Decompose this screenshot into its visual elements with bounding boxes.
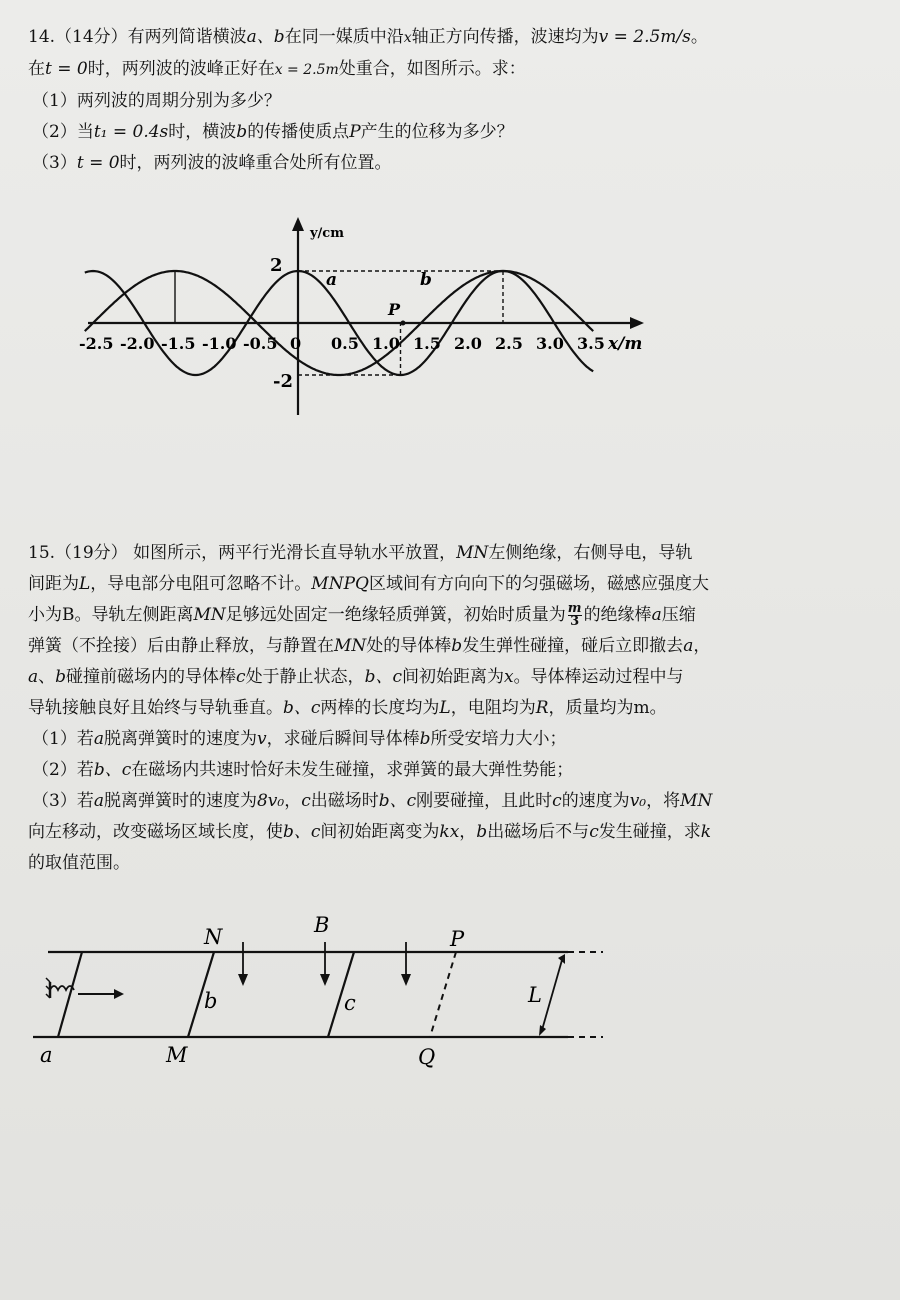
wave-a-label: a xyxy=(326,270,338,290)
label-M: M xyxy=(166,1043,188,1067)
wave-b-label: b xyxy=(420,270,432,290)
label-P: P xyxy=(450,927,465,951)
label-N: N xyxy=(204,925,223,949)
q15-sub-3: （3）若a脱离弹簧时的速度为8v₀，c出磁场时b、c刚要碰撞，且此时c的速度为v₀，将MN xyxy=(32,791,713,811)
q14-line-1: 14.（14分）有两列简谐横波a、b在同一媒质中沿x轴正方向传播，波速均为v = 2.5m/s。 xyxy=(28,27,708,47)
y-tick-neg-2: -2 xyxy=(273,371,293,392)
y-tick-2: 2 xyxy=(270,255,283,276)
y-axis-label: y/cm xyxy=(310,226,344,241)
x-tick-label: 3.5 xyxy=(577,334,605,353)
label-c: c xyxy=(344,991,356,1015)
q15-line-4: 弹簧（不拴接）后由静止释放，与静置在MN处的导体棒b发生弹性碰撞，碰后立即撤去a， xyxy=(28,636,711,656)
x-axis-arrow xyxy=(630,317,644,329)
x-tick-label: 1.5 xyxy=(413,334,441,353)
x-tick-label: 2.0 xyxy=(454,334,482,353)
field-arrow-2 xyxy=(320,942,330,986)
x-tick-label: -2.5 xyxy=(79,334,114,353)
x-tick-label: 1.0 xyxy=(372,334,400,353)
x-tick-label: -2.0 xyxy=(120,334,155,353)
label-b: b xyxy=(204,989,218,1013)
label-a: a xyxy=(40,1043,53,1067)
label-L: L xyxy=(528,983,542,1007)
boundary-pq xyxy=(430,952,456,1037)
x-tick-label: -1.0 xyxy=(202,334,237,353)
point-p-label: P xyxy=(388,300,401,319)
x-tick-label: -0.5 xyxy=(243,334,278,353)
label-Q: Q xyxy=(418,1045,436,1069)
x-tick-label: -1.5 xyxy=(161,334,196,353)
q15-line-2: 间距为L，导电部分电阻可忽略不计。MNPQ区域间有方向向下的匀强磁场，磁感应强度大 xyxy=(28,574,709,594)
x-tick-label: 0.5 xyxy=(331,334,359,353)
q15-line-6: 导轨接触良好且始终与导轨垂直。b、c两棒的长度均为L，电阻均为R，质量均为m。 xyxy=(28,698,667,718)
wave-graph xyxy=(70,215,670,425)
q14-line-2: 在t = 0时，两列波的波峰正好在x = 2.5m处重合，如图所示。求： xyxy=(28,59,526,79)
label-B: B xyxy=(314,913,330,937)
q15-line-3: 小为B。导轨左侧距离MN足够远处固定一绝缘轻质弹簧，初始时质量为 $\frac{m}{3}$ 的绝缘棒a压缩 xyxy=(28,601,696,629)
question-14 xyxy=(28,22,878,179)
q15-line-10: 向左移动，改变磁场区域长度，使b、c间初始距离变为kx，b出磁场后不与c发生碰撞，求k xyxy=(28,822,712,842)
width-arrow xyxy=(539,954,565,1036)
q15-line-5: a、b碰撞前磁场内的导体棒c处于静止状态，b、c间初始距离为x。导体棒运动过程中与 xyxy=(28,667,684,687)
point-p xyxy=(401,321,406,326)
x-tick-label: 3.0 xyxy=(536,334,564,353)
rail-diagram xyxy=(28,912,628,1072)
field-arrow-1 xyxy=(238,942,248,986)
q15-sub-2: （2）若b、c在磁场内共速时恰好未发生碰撞，求弹簧的最大弹性势能； xyxy=(32,760,574,780)
q14-sub-2: （2）当t₁ = 0.4s时，横波b的传播使质点P产生的位移为多少？ xyxy=(32,122,514,142)
x-axis-label: x/m xyxy=(608,334,643,354)
q15-line-11: 的取值范围。 xyxy=(28,853,130,873)
x-tick-label: 0 xyxy=(290,334,302,353)
y-axis-arrow xyxy=(292,217,304,231)
q14-sub-1: （1）两列波的周期分别为多少？ xyxy=(32,91,281,111)
q15-sub-1: （1）若a脱离弹簧时的速度为v，求碰后瞬间导体棒b所受安培力大小； xyxy=(32,729,567,749)
mass-fraction: $\frac{m}{3}$ xyxy=(567,601,582,629)
velocity-arrow-head xyxy=(114,989,124,999)
field-arrow-3 xyxy=(401,942,411,986)
q15-line-1: 15.（19分） 如图所示，两平行光滑长直导轨水平放置，MN左侧绝缘，右侧导电，导轨 xyxy=(28,543,693,563)
x-tick-label: 2.5 xyxy=(495,334,523,353)
q14-sub-3: （3）t = 0时，两列波的波峰重合处所有位置。 xyxy=(32,153,392,173)
question-15 xyxy=(28,538,878,879)
